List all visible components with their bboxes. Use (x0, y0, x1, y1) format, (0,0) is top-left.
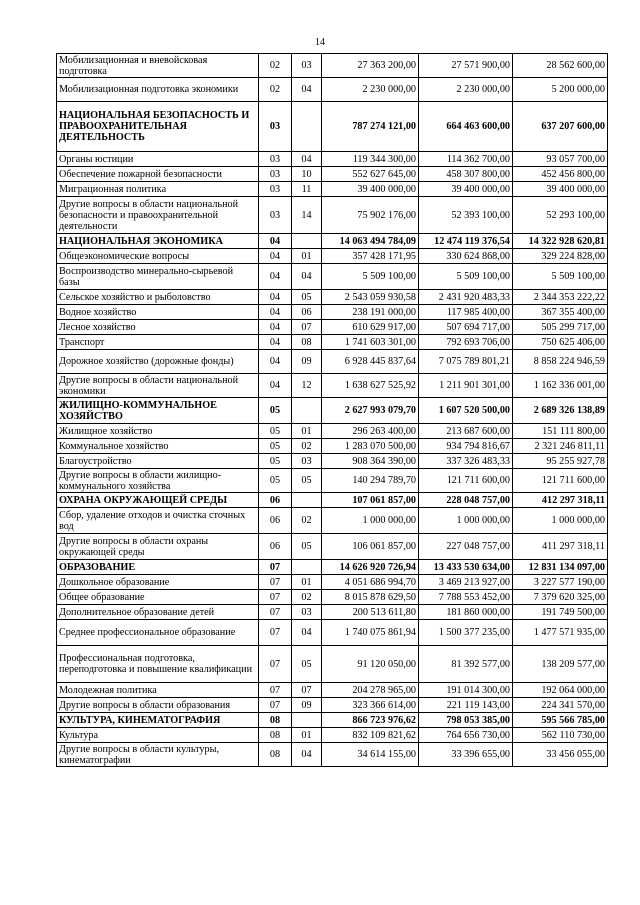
subsection-code: 09 (292, 350, 322, 374)
table-row (57, 197, 608, 234)
amount-year-3: 2 689 326 138,89 (513, 398, 608, 424)
amount-year-3: 8 858 224 946,59 (513, 350, 608, 374)
section-code: 04 (259, 305, 292, 320)
amount-year-3: 191 749 500,00 (513, 605, 608, 620)
amount-year-3: 52 293 100,00 (513, 197, 608, 234)
subsection-code: 04 (292, 152, 322, 167)
amount-year-3: 14 322 928 620,81 (513, 234, 608, 249)
amount-year-3: 138 209 577,00 (513, 646, 608, 683)
row-name: Мобилизационная и вневойсковая подготовка (57, 54, 259, 78)
section-code: 07 (259, 620, 292, 646)
subsection-code: 03 (292, 54, 322, 78)
table-row (57, 335, 608, 350)
amount-year-1: 8 015 878 629,50 (322, 590, 419, 605)
section-code: 07 (259, 683, 292, 698)
amount-year-1: 14 063 494 784,09 (322, 234, 419, 249)
amount-year-2: 792 693 706,00 (419, 335, 513, 350)
subsection-code: 04 (292, 743, 322, 767)
amount-year-2: 7 075 789 801,21 (419, 350, 513, 374)
amount-year-1: 5 509 100,00 (322, 264, 419, 290)
section-code: 04 (259, 290, 292, 305)
section-code: 08 (259, 743, 292, 767)
amount-year-1: 91 120 050,00 (322, 646, 419, 683)
amount-year-2: 181 860 000,00 (419, 605, 513, 620)
section-code: 07 (259, 646, 292, 683)
table-section-row (57, 102, 608, 152)
subsection-code (292, 560, 322, 575)
amount-year-3: 595 566 785,00 (513, 713, 608, 728)
section-code: 07 (259, 590, 292, 605)
row-name: Обеспечение пожарной безопасности (57, 167, 259, 182)
amount-year-2: 1 500 377 235,00 (419, 620, 513, 646)
amount-year-1: 1 283 070 500,00 (322, 439, 419, 454)
section-code: 07 (259, 698, 292, 713)
row-name: Другие вопросы в области культуры, кинематографии (57, 743, 259, 767)
amount-year-2: 121 711 600,00 (419, 469, 513, 493)
section-code: 03 (259, 152, 292, 167)
row-name: ОБРАЗОВАНИЕ (57, 560, 259, 575)
table-row (57, 728, 608, 743)
amount-year-2: 664 463 600,00 (419, 102, 513, 152)
table-row (57, 683, 608, 698)
row-name: Дошкольное образование (57, 575, 259, 590)
amount-year-3: 93 057 700,00 (513, 152, 608, 167)
table-row (57, 698, 608, 713)
amount-year-1: 238 191 000,00 (322, 305, 419, 320)
row-name: Профессиональная подготовка, переподготовка и повышение квалификации (57, 646, 259, 683)
table-row (57, 152, 608, 167)
amount-year-3: 452 456 800,00 (513, 167, 608, 182)
amount-year-3: 12 831 134 097,00 (513, 560, 608, 575)
row-name: Другие вопросы в области жилищно-коммунального хозяйства (57, 469, 259, 493)
amount-year-2: 1 607 520 500,00 (419, 398, 513, 424)
row-name: Жилищное хозяйство (57, 424, 259, 439)
amount-year-2: 117 985 400,00 (419, 305, 513, 320)
amount-year-3: 121 711 600,00 (513, 469, 608, 493)
amount-year-3: 1 000 000,00 (513, 508, 608, 534)
subsection-code (292, 102, 322, 152)
amount-year-2: 191 014 300,00 (419, 683, 513, 698)
amount-year-2: 114 362 700,00 (419, 152, 513, 167)
row-name: НАЦИОНАЛЬНАЯ БЕЗОПАСНОСТЬ И ПРАВООХРАНИТЕЛЬНАЯ ДЕЯТЕЛЬНОСТЬ (57, 102, 259, 152)
amount-year-1: 787 274 121,00 (322, 102, 419, 152)
row-name: Дорожное хозяйство (дорожные фонды) (57, 350, 259, 374)
section-code: 05 (259, 469, 292, 493)
row-name: Другие вопросы в области охраны окружающей среды (57, 534, 259, 560)
row-name: Дополнительное образование детей (57, 605, 259, 620)
amount-year-2: 52 393 100,00 (419, 197, 513, 234)
section-code: 02 (259, 78, 292, 102)
amount-year-3: 562 110 730,00 (513, 728, 608, 743)
amount-year-3: 3 227 577 190,00 (513, 575, 608, 590)
table-row (57, 350, 608, 374)
amount-year-2: 13 433 530 634,00 (419, 560, 513, 575)
amount-year-1: 1 000 000,00 (322, 508, 419, 534)
amount-year-2: 227 048 757,00 (419, 534, 513, 560)
amount-year-3: 2 321 246 811,11 (513, 439, 608, 454)
subsection-code: 01 (292, 249, 322, 264)
row-name: Транспорт (57, 335, 259, 350)
amount-year-1: 6 928 445 837,64 (322, 350, 419, 374)
row-name: Коммунальное хозяйство (57, 439, 259, 454)
amount-year-3: 329 224 828,00 (513, 249, 608, 264)
table-row (57, 646, 608, 683)
amount-year-3: 28 562 600,00 (513, 54, 608, 78)
amount-year-3: 412 297 318,11 (513, 493, 608, 508)
table-row (57, 439, 608, 454)
table-row (57, 78, 608, 102)
table-row (57, 605, 608, 620)
amount-year-1: 2 230 000,00 (322, 78, 419, 102)
table-row (57, 54, 608, 78)
table-row (57, 575, 608, 590)
amount-year-2: 337 326 483,33 (419, 454, 513, 469)
amount-year-2: 1 211 901 301,00 (419, 374, 513, 398)
subsection-code: 07 (292, 320, 322, 335)
amount-year-2: 2 230 000,00 (419, 78, 513, 102)
amount-year-1: 75 902 176,00 (322, 197, 419, 234)
amount-year-1: 39 400 000,00 (322, 182, 419, 197)
table-row (57, 374, 608, 398)
amount-year-1: 1 638 627 525,92 (322, 374, 419, 398)
row-name: КУЛЬТУРА, КИНЕМАТОГРАФИЯ (57, 713, 259, 728)
amount-year-2: 2 431 920 483,33 (419, 290, 513, 305)
row-name: Другие вопросы в области национальной безопасности и правоохранительной деятельности (57, 197, 259, 234)
section-code: 05 (259, 398, 292, 424)
amount-year-3: 39 400 000,00 (513, 182, 608, 197)
page-number: 14 (315, 37, 325, 48)
table-row (57, 264, 608, 290)
subsection-code: 02 (292, 508, 322, 534)
table-row (57, 743, 608, 767)
section-code: 06 (259, 534, 292, 560)
table-row (57, 290, 608, 305)
amount-year-1: 1 740 075 861,94 (322, 620, 419, 646)
amount-year-1: 2 543 059 930,58 (322, 290, 419, 305)
table-row (57, 305, 608, 320)
row-name: ЖИЛИЩНО-КОММУНАЛЬНОЕ ХОЗЯЙСТВО (57, 398, 259, 424)
subsection-code: 11 (292, 182, 322, 197)
table-row (57, 534, 608, 560)
subsection-code: 02 (292, 439, 322, 454)
amount-year-1: 140 294 789,70 (322, 469, 419, 493)
amount-year-1: 296 263 400,00 (322, 424, 419, 439)
amount-year-1: 204 278 965,00 (322, 683, 419, 698)
amount-year-1: 323 366 614,00 (322, 698, 419, 713)
amount-year-2: 12 474 119 376,54 (419, 234, 513, 249)
amount-year-3: 7 379 620 325,00 (513, 590, 608, 605)
amount-year-2: 3 469 213 927,00 (419, 575, 513, 590)
subsection-code: 09 (292, 698, 322, 713)
subsection-code: 14 (292, 197, 322, 234)
section-code: 03 (259, 182, 292, 197)
subsection-code: 01 (292, 424, 322, 439)
budget-table (56, 53, 608, 767)
section-code: 06 (259, 493, 292, 508)
subsection-code: 05 (292, 290, 322, 305)
amount-year-1: 200 513 611,80 (322, 605, 419, 620)
row-name: Общеэкономические вопросы (57, 249, 259, 264)
section-code: 04 (259, 249, 292, 264)
amount-year-2: 221 119 143,00 (419, 698, 513, 713)
amount-year-1: 34 614 155,00 (322, 743, 419, 767)
amount-year-1: 357 428 171,95 (322, 249, 419, 264)
row-name: Другие вопросы в области национальной экономики (57, 374, 259, 398)
section-code: 07 (259, 560, 292, 575)
section-code: 07 (259, 605, 292, 620)
amount-year-1: 4 051 686 994,70 (322, 575, 419, 590)
amount-year-1: 866 723 976,62 (322, 713, 419, 728)
section-code: 08 (259, 713, 292, 728)
section-code: 07 (259, 575, 292, 590)
amount-year-3: 95 255 927,78 (513, 454, 608, 469)
table-row (57, 249, 608, 264)
amount-year-3: 1 477 571 935,00 (513, 620, 608, 646)
amount-year-2: 7 788 553 452,00 (419, 590, 513, 605)
amount-year-2: 934 794 816,67 (419, 439, 513, 454)
table-row (57, 454, 608, 469)
budget-table-body (57, 54, 608, 767)
subsection-code (292, 234, 322, 249)
amount-year-2: 798 053 385,00 (419, 713, 513, 728)
table-section-row (57, 234, 608, 249)
table-section-row (57, 493, 608, 508)
table-row (57, 167, 608, 182)
amount-year-3: 637 207 600,00 (513, 102, 608, 152)
amount-year-3: 505 299 717,00 (513, 320, 608, 335)
amount-year-1: 832 109 821,62 (322, 728, 419, 743)
row-name: Мобилизационная подготовка экономики (57, 78, 259, 102)
subsection-code: 10 (292, 167, 322, 182)
amount-year-1: 27 363 200,00 (322, 54, 419, 78)
amount-year-2: 81 392 577,00 (419, 646, 513, 683)
section-code: 04 (259, 350, 292, 374)
section-code: 04 (259, 374, 292, 398)
section-code: 05 (259, 439, 292, 454)
row-name: Лесное хозяйство (57, 320, 259, 335)
amount-year-2: 27 571 900,00 (419, 54, 513, 78)
section-code: 06 (259, 508, 292, 534)
amount-year-3: 5 200 000,00 (513, 78, 608, 102)
subsection-code: 01 (292, 575, 322, 590)
row-name: Воспроизводство минерально-сырьевой базы (57, 264, 259, 290)
subsection-code: 07 (292, 683, 322, 698)
subsection-code: 05 (292, 469, 322, 493)
section-code: 04 (259, 335, 292, 350)
amount-year-1: 908 364 390,00 (322, 454, 419, 469)
row-name: ОХРАНА ОКРУЖАЮЩЕЙ СРЕДЫ (57, 493, 259, 508)
amount-year-3: 5 509 100,00 (513, 264, 608, 290)
row-name: Культура (57, 728, 259, 743)
row-name: Общее образование (57, 590, 259, 605)
subsection-code: 04 (292, 78, 322, 102)
row-name: Среднее профессиональное образование (57, 620, 259, 646)
section-code: 02 (259, 54, 292, 78)
amount-year-2: 213 687 600,00 (419, 424, 513, 439)
row-name: Водное хозяйство (57, 305, 259, 320)
amount-year-1: 1 741 603 301,00 (322, 335, 419, 350)
amount-year-2: 458 307 800,00 (419, 167, 513, 182)
amount-year-3: 1 162 336 001,00 (513, 374, 608, 398)
amount-year-1: 2 627 993 079,70 (322, 398, 419, 424)
section-code: 05 (259, 424, 292, 439)
subsection-code: 05 (292, 534, 322, 560)
table-section-row (57, 713, 608, 728)
table-row (57, 590, 608, 605)
section-code: 04 (259, 234, 292, 249)
subsection-code: 04 (292, 264, 322, 290)
section-code: 04 (259, 264, 292, 290)
table-row (57, 320, 608, 335)
row-name: Сельское хозяйство и рыболовство (57, 290, 259, 305)
subsection-code (292, 398, 322, 424)
amount-year-3: 2 344 353 222,22 (513, 290, 608, 305)
amount-year-2: 330 624 868,00 (419, 249, 513, 264)
subsection-code: 06 (292, 305, 322, 320)
table-row (57, 424, 608, 439)
amount-year-2: 5 509 100,00 (419, 264, 513, 290)
row-name: Благоустройство (57, 454, 259, 469)
subsection-code: 02 (292, 590, 322, 605)
table-row (57, 469, 608, 493)
amount-year-1: 552 627 645,00 (322, 167, 419, 182)
section-code: 03 (259, 102, 292, 152)
section-code: 08 (259, 728, 292, 743)
amount-year-2: 764 656 730,00 (419, 728, 513, 743)
table-row (57, 182, 608, 197)
subsection-code: 08 (292, 335, 322, 350)
amount-year-3: 192 064 000,00 (513, 683, 608, 698)
amount-year-3: 33 456 055,00 (513, 743, 608, 767)
amount-year-3: 411 297 318,11 (513, 534, 608, 560)
amount-year-2: 1 000 000,00 (419, 508, 513, 534)
section-code: 03 (259, 167, 292, 182)
table-row (57, 508, 608, 534)
table-row (57, 620, 608, 646)
amount-year-1: 106 061 857,00 (322, 534, 419, 560)
row-name: Органы юстиции (57, 152, 259, 167)
subsection-code: 03 (292, 605, 322, 620)
row-name: Сбор, удаление отходов и очистка сточных вод (57, 508, 259, 534)
subsection-code: 01 (292, 728, 322, 743)
amount-year-1: 610 629 917,00 (322, 320, 419, 335)
subsection-code: 12 (292, 374, 322, 398)
amount-year-2: 507 694 717,00 (419, 320, 513, 335)
amount-year-2: 228 048 757,00 (419, 493, 513, 508)
section-code: 05 (259, 454, 292, 469)
amount-year-1: 107 061 857,00 (322, 493, 419, 508)
table-section-row (57, 560, 608, 575)
subsection-code (292, 493, 322, 508)
subsection-code: 03 (292, 454, 322, 469)
amount-year-1: 119 344 300,00 (322, 152, 419, 167)
row-name: Миграционная политика (57, 182, 259, 197)
amount-year-3: 151 111 800,00 (513, 424, 608, 439)
section-code: 03 (259, 197, 292, 234)
amount-year-3: 224 341 570,00 (513, 698, 608, 713)
row-name: НАЦИОНАЛЬНАЯ ЭКОНОМИКА (57, 234, 259, 249)
table-section-row (57, 398, 608, 424)
amount-year-2: 33 396 655,00 (419, 743, 513, 767)
section-code: 04 (259, 320, 292, 335)
subsection-code: 04 (292, 620, 322, 646)
amount-year-3: 750 625 406,00 (513, 335, 608, 350)
amount-year-3: 367 355 400,00 (513, 305, 608, 320)
row-name: Другие вопросы в области образования (57, 698, 259, 713)
row-name: Молодежная политика (57, 683, 259, 698)
amount-year-1: 14 626 920 726,94 (322, 560, 419, 575)
amount-year-2: 39 400 000,00 (419, 182, 513, 197)
subsection-code (292, 713, 322, 728)
subsection-code: 05 (292, 646, 322, 683)
